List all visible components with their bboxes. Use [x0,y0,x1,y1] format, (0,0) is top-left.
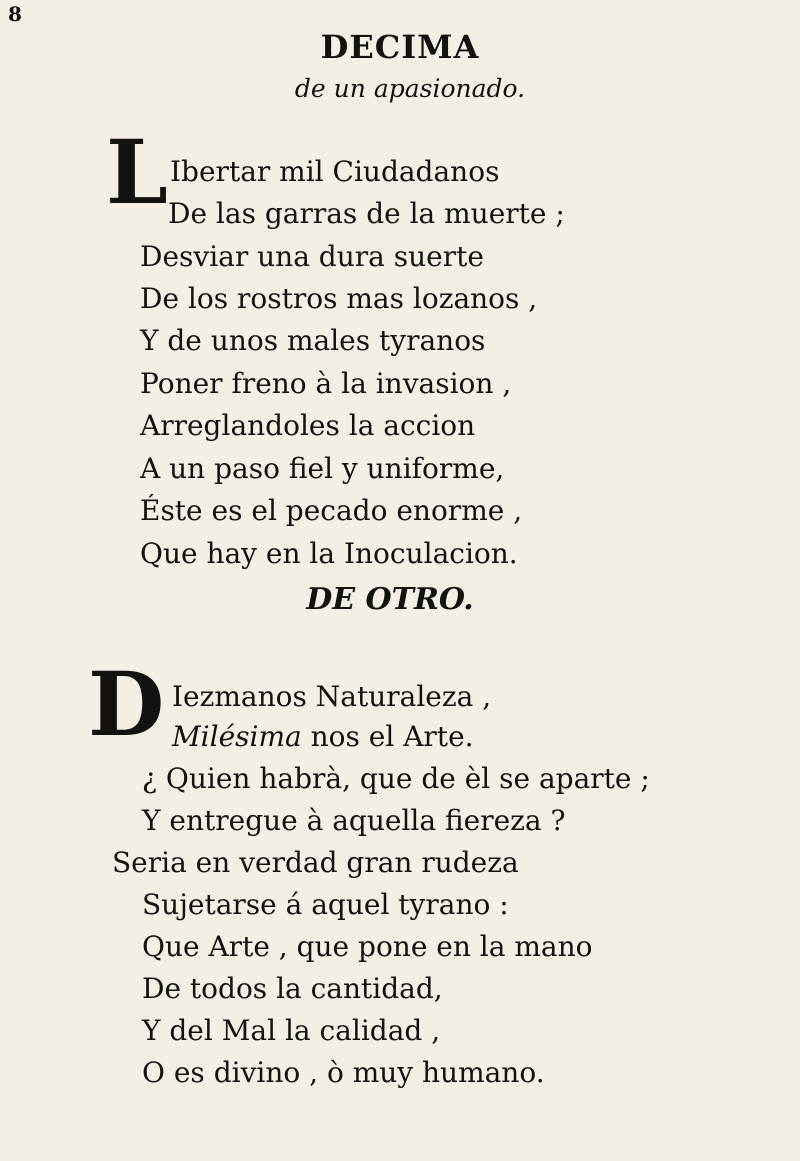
poem2-title: DE OTRO. [306,582,474,617]
poem2-line [172,720,474,754]
poem1-line: Desviar una dura suerte [140,240,484,273]
poem2-italic-word: Milésima [172,720,302,753]
poem2-line: Iezmanos Naturaleza , [172,680,492,713]
poem1-line: A un paso fiel y uniforme, [140,452,505,485]
poem1-line: Ibertar mil Ciudadanos [170,155,500,188]
poem2-line: Sujetarse á aquel tyrano : [142,888,509,921]
poem2-line: Seria en verdad gran rudeza [112,846,519,879]
poem1-line: Poner freno à la invasion , [140,367,512,400]
poem1-subtitle: de un apasionado. [294,74,526,103]
poem1-line: Arreglandoles la accion [140,409,476,442]
page-number: 8 [8,2,22,26]
poem2-line: O es divino , ò muy humano. [142,1056,545,1089]
poem1-drop-cap: L [106,120,168,224]
poem2-drop-cap: D [88,652,165,756]
poem1-line: Y de unos males tyranos [140,324,486,357]
poem1-title: DECIMA [320,28,480,66]
poem2-line: ¿ Quien habrà, que de èl se aparte ; [142,762,650,795]
poem1-line: De los rostros mas lozanos , [140,282,538,315]
poem1-line: Que hay en la Inoculacion. [140,537,518,570]
poem2-line: Y entregue à aquella fiereza ? [142,804,566,837]
poem2-line: Que Arte , que pone en la mano [142,930,593,963]
poem2-line: De todos la cantidad, [142,972,443,1005]
poem2-line-rest: nos el Arte. [301,720,474,753]
poem1-line: Éste es el pecado enorme , [140,494,523,527]
poem2-line: Y del Mal la calidad , [142,1014,441,1047]
poem1-line: De las garras de la muerte ; [168,197,565,230]
